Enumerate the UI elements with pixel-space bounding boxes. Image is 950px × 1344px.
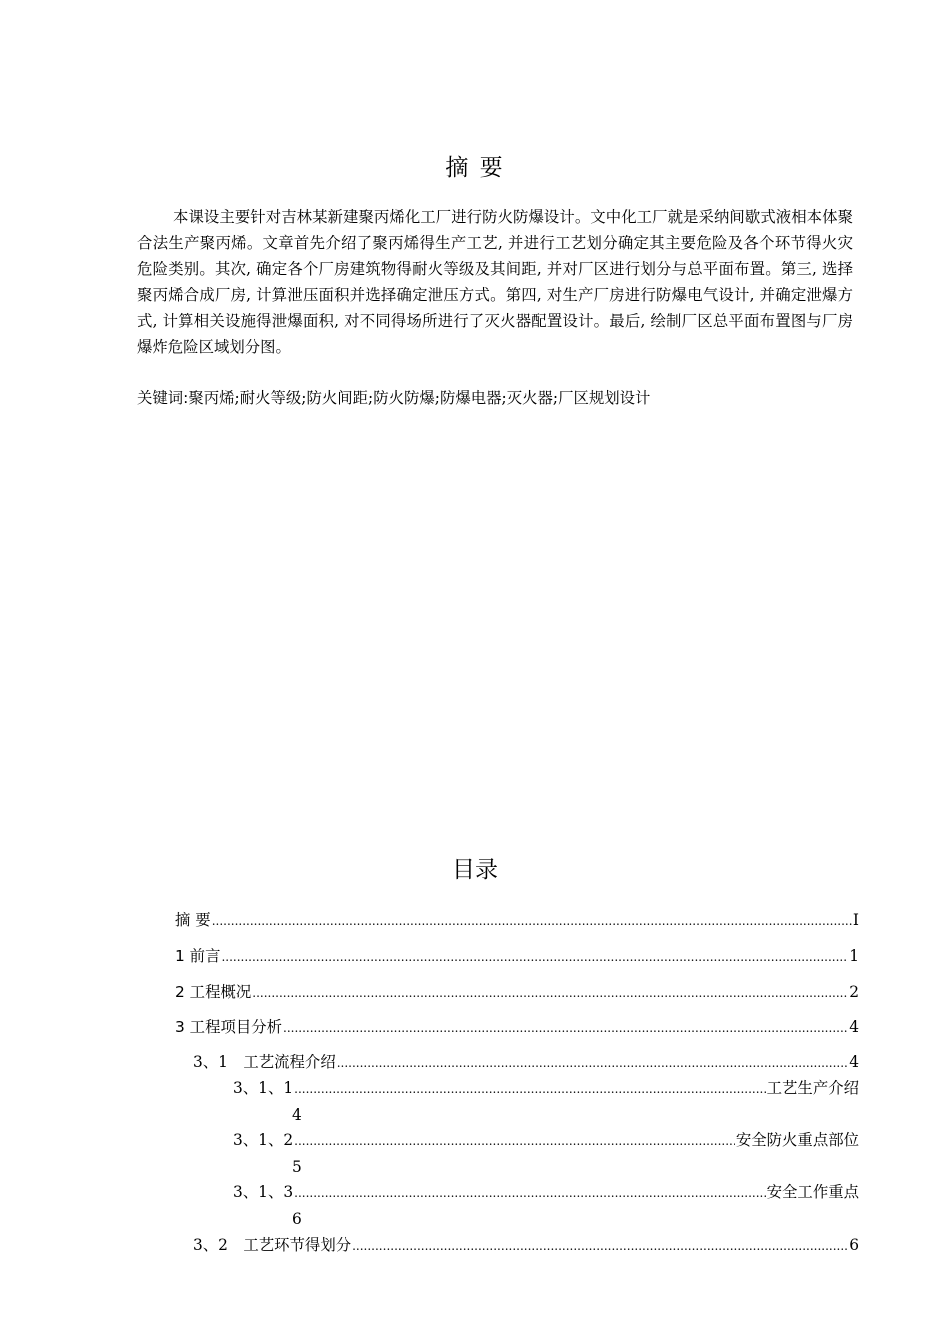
keywords-text: 聚丙烯;耐火等级;防火间距;防火防爆;防爆电器;灭火器;厂区规划设计	[188, 389, 651, 407]
toc-entry-safety-work[interactable]	[233, 1180, 859, 1204]
toc-entry-fire-key-points[interactable]	[233, 1128, 859, 1152]
toc-leader-dots	[337, 1051, 848, 1075]
toc-title: 目录	[452, 857, 498, 883]
abstract-title: 摘 要	[445, 155, 505, 181]
toc-entry-label: 3、1 工艺流程介绍	[193, 1053, 336, 1071]
toc-leader-dots	[212, 909, 852, 933]
keywords-line	[137, 386, 853, 410]
toc-entry-title: 安全防火重点部位	[735, 1131, 859, 1149]
toc-entry-title: 工艺生产介绍	[766, 1079, 859, 1097]
toc-leader-dots	[221, 945, 848, 969]
toc-entry-label: 摘 要	[175, 911, 211, 929]
toc-leader-dots	[252, 981, 848, 1005]
toc-entry-title: 安全工作重点	[766, 1183, 859, 1201]
abstract-body: 本课设主要针对吉林某新建聚丙烯化工厂进行防火防爆设计。文中化工厂就是采纳间歇式液相本体聚合法生产聚丙烯。文章首先介绍了聚丙烯得生产工艺, 并进行工艺划分确定其主要危险及各个环节得火灾危险类别。其次, 确定各个厂房建筑物得耐火等级及其间距, 并对厂区进行划分与总平面布置。第三, 选择聚丙烯合成厂房, 计算泄压面积并选择确定泄压方式。第四, 对生产厂房进行防爆电气设计, 并确定泄爆方式, 计算相关设施得泄爆面积, 对不同得场所进行了灭火器配置设计。最后, 绘制厂区总平面布置图与厂房爆炸危险区域划分图。	[137, 208, 853, 356]
toc-entry-process-production[interactable]	[233, 1076, 859, 1100]
toc-entry-label: 3 工程项目分析	[175, 1018, 283, 1036]
toc-entry-label: 3、2 工艺环节得划分	[193, 1236, 352, 1254]
toc-entry-page: 4	[849, 1018, 859, 1036]
toc-entry-page: 4	[292, 1106, 302, 1124]
toc-leader-dots	[294, 1129, 735, 1153]
toc-entry-page: I	[852, 911, 859, 929]
toc-entry-page: 6	[849, 1236, 859, 1254]
toc-entry-project-overview[interactable]	[175, 980, 859, 1004]
keywords-label: 关键词:	[137, 389, 189, 407]
toc-entry-label: 3、1、3	[233, 1183, 294, 1201]
toc-entry-page: 5	[292, 1158, 302, 1176]
toc-leader-dots	[294, 1077, 765, 1101]
toc-entry-process-flow[interactable]	[193, 1050, 859, 1074]
toc-entry-project-analysis[interactable]	[175, 1015, 859, 1039]
toc-entry-page: 4	[849, 1053, 859, 1071]
toc-entry-label: 2 工程概况	[175, 983, 252, 1001]
toc-entry-process-division[interactable]	[193, 1233, 859, 1257]
toc-entry-preface[interactable]	[175, 944, 859, 968]
toc-entry-label: 3、1、1	[233, 1079, 294, 1097]
toc-entry-abstract[interactable]	[175, 908, 859, 932]
toc-entry-page: 6	[292, 1210, 302, 1228]
toc-entry-page: 2	[849, 983, 859, 1001]
toc-entry-label: 1 前言	[175, 947, 221, 965]
toc-leader-dots	[352, 1234, 848, 1258]
toc-entry-page: 1	[849, 947, 859, 965]
toc-leader-dots	[283, 1016, 848, 1040]
toc-entry-label: 3、1、2	[233, 1131, 294, 1149]
toc-leader-dots	[294, 1181, 765, 1205]
